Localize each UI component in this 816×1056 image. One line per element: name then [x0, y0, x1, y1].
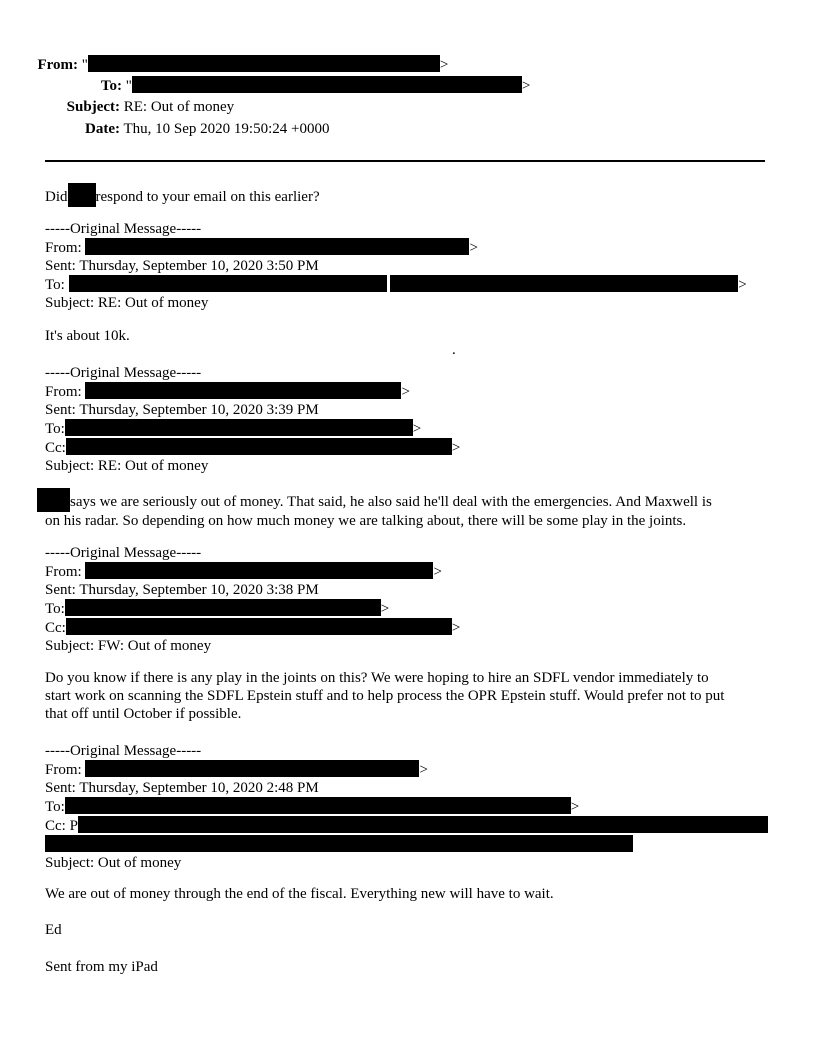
cc-label: Cc:: [45, 620, 66, 636]
quote-cc-continuation: [45, 835, 768, 854]
quote-4-body: We are out of money through the end of the fiscal. Everything new will have to wait.: [45, 886, 554, 902]
gt-char: >: [412, 421, 422, 437]
redaction-box: [85, 382, 401, 399]
from-label: From:: [45, 240, 82, 256]
gt-char: >: [451, 620, 461, 636]
gt-char: >: [419, 762, 428, 778]
cc-prefix-letter: P: [69, 818, 78, 834]
gt-char: >: [570, 799, 580, 815]
to-label: To:: [45, 421, 65, 437]
quote-sent-row: Sent: Thursday, September 10, 2020 2:48 PM: [45, 780, 319, 796]
quote-sent-row: Sent: Thursday, September 10, 2020 3:50 PM: [45, 258, 319, 274]
quote-1-header: [45, 220, 747, 312]
quote-from-row: [45, 562, 460, 581]
redaction-box: [68, 183, 96, 207]
sent-from-footer: Sent from my iPad: [45, 959, 158, 975]
from-label: From:: [45, 384, 82, 400]
quote-to-row: [45, 419, 460, 438]
to-label: To:: [45, 799, 65, 815]
quote-sent-row: Sent: Thursday, September 10, 2020 3:39 PM: [45, 402, 319, 418]
signature: Ed: [45, 922, 62, 938]
body-text: start work on scanning the SDFL Epstein stuff and to help process the OPR Epstein stuff. Would prefer not to put: [45, 688, 725, 704]
gt-char: >: [433, 564, 442, 580]
quote-subject-row: Subject: Out of money: [45, 855, 182, 871]
gt-char: >: [469, 240, 478, 256]
gt-char: >: [439, 57, 449, 73]
quote-cc-row: [45, 618, 460, 637]
quote-subject-row: Subject: RE: Out of money: [45, 295, 209, 311]
body-text: Do you know if there is any play in the joints on this? We were hoping to hire an SDFL vendor immediately to: [45, 670, 709, 686]
to-label: To:: [45, 601, 65, 617]
original-message-separator: -----Original Message-----: [45, 221, 202, 237]
cc-label: Cc:: [45, 818, 66, 834]
redaction-box: [78, 816, 768, 833]
header-from-label: From:: [37, 57, 78, 73]
cc-label: Cc:: [45, 440, 66, 456]
quote-cc-row: [45, 438, 460, 457]
redaction-box: [390, 275, 738, 292]
quote-sent-row: Sent: Thursday, September 10, 2020 3:38 PM: [45, 582, 319, 598]
body-text: says we are seriously out of money. That said, he also said he'll deal with the emergencies. And Maxwell is: [70, 494, 712, 510]
redaction-box: [85, 238, 469, 255]
gt-char: >: [451, 440, 461, 456]
quote-1-body: It's about 10k.: [45, 328, 130, 344]
quote-to-row: [45, 599, 460, 618]
quote-cc-row: [45, 816, 768, 835]
stray-dot: .: [452, 342, 456, 358]
from-label: From:: [45, 564, 82, 580]
original-message-separator: -----Original Message-----: [45, 743, 202, 759]
header-date-row: [4, 120, 329, 138]
quote-from-row: [45, 382, 460, 401]
quote-from-row: [45, 760, 768, 779]
quote-to-row: [45, 275, 747, 294]
quote-to-row: [45, 797, 768, 816]
header-divider: [45, 160, 765, 162]
redaction-box: [85, 562, 433, 579]
quote-subject-row: Subject: RE: Out of money: [45, 458, 209, 474]
header-from-quote: ": [81, 57, 88, 73]
redaction-box: [85, 760, 419, 777]
quote-subject-row: Subject: FW: Out of money: [45, 638, 212, 654]
redaction-box: [37, 488, 70, 512]
header-to-quote: ": [125, 78, 132, 94]
header-subject-row: [4, 98, 234, 116]
redaction-box: [45, 835, 633, 852]
gt-char: >: [521, 78, 531, 94]
body-text: that off until October if possible.: [45, 706, 242, 722]
from-label: From:: [45, 762, 82, 778]
redaction-box: [66, 618, 452, 635]
quote-2-body: [45, 488, 775, 530]
quote-3-header: [45, 544, 460, 655]
redaction-box: [88, 55, 440, 72]
to-label: To:: [45, 277, 65, 293]
redaction-box: [65, 599, 381, 616]
body-text: Did: [45, 189, 68, 205]
header-from-row: [4, 55, 448, 74]
body-text: respond to your email on this earlier?: [95, 189, 320, 205]
redaction-box: [69, 275, 387, 292]
redaction-box: [132, 76, 522, 93]
header-subject-value: RE: Out of money: [123, 99, 235, 115]
quote-2-header: [45, 364, 460, 475]
body-text: on his radar. So depending on how much money we are talking about, there will be some play in the joints.: [45, 513, 687, 529]
redaction-box: [65, 419, 413, 436]
gt-char: >: [401, 384, 410, 400]
message-body-1: [45, 183, 320, 207]
gt-char: >: [380, 601, 390, 617]
gt-char: >: [738, 277, 747, 293]
header-date-value: Thu, 10 Sep 2020 19:50:24 +0000: [123, 121, 330, 137]
redaction-box: [65, 797, 571, 814]
original-message-separator: -----Original Message-----: [45, 365, 202, 381]
header-subject-label: Subject:: [66, 99, 120, 115]
redaction-box: [66, 438, 452, 455]
header-to-row: [4, 76, 530, 95]
quote-4-header: [45, 742, 768, 872]
quote-from-row: [45, 238, 747, 257]
header-date-label: Date:: [85, 121, 120, 137]
original-message-separator: -----Original Message-----: [45, 545, 202, 561]
quote-3-body: [45, 669, 775, 723]
header-to-label: To:: [100, 78, 122, 94]
